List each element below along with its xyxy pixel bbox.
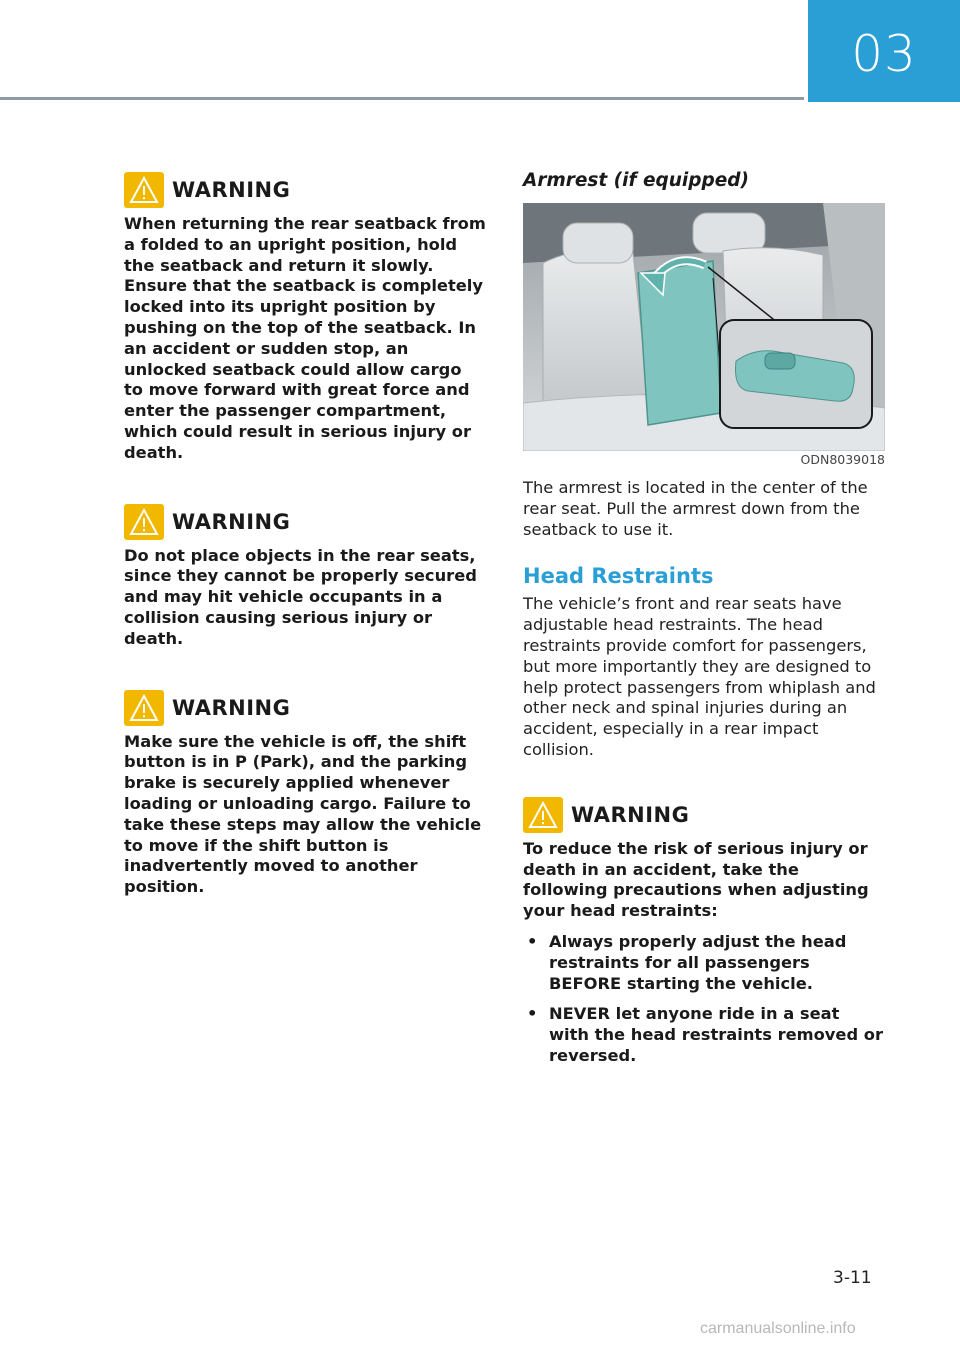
warning-header bbox=[124, 502, 486, 542]
armrest-figure bbox=[523, 203, 885, 451]
warning-triangle-icon bbox=[523, 797, 563, 833]
warning-header bbox=[124, 170, 486, 210]
head-restraints-description: The vehicle’s front and rear seats have adjustable head restraints. The head restraints provide comfort for passengers, but more importantly they are designed to help protect passengers from whiplash and other neck and spinal injuries during an accident, especially in a rear impact collision. bbox=[523, 594, 876, 759]
warning-block-4 bbox=[523, 795, 885, 1067]
figure-code: ODN8039018 bbox=[800, 452, 885, 467]
page-number: 3-11 bbox=[833, 1268, 872, 1288]
chapter-tab: 03 bbox=[808, 0, 960, 102]
warning-bullet-list bbox=[523, 932, 885, 1067]
rear-seat-illustration bbox=[523, 203, 885, 451]
bullet-text: NEVER let anyone ride in a seat with the head restraints removed or reversed. bbox=[549, 1004, 883, 1065]
warning-title: WARNING bbox=[172, 695, 291, 720]
armrest-description: The armrest is located in the center of the rear seat. Pull the armrest down from the seatback to use it. bbox=[523, 478, 868, 539]
warning-triangle-icon bbox=[124, 690, 164, 726]
warning-text: Do not place objects in the rear seats, since they cannot be properly secured and may hit vehicle occupants in a collision causing serious injury or death. bbox=[124, 545, 477, 648]
warning-text: Make sure the vehicle is off, the shift button is in P (Park), and the parking brake is securely applied whenever loading or unloading cargo. Failure to take these steps may allow the vehicle to move if the shift button is inadvertently moved to another position. bbox=[124, 731, 482, 897]
warning-title: WARNING bbox=[172, 509, 291, 534]
warning-text: To reduce the risk of serious injury or death in an accident, take the following precautions when adjusting your head restraints: bbox=[523, 838, 869, 921]
left-column bbox=[124, 170, 486, 898]
bullet-text: Always properly adjust the head restraints for all passengers BEFORE starting the vehicle. bbox=[549, 931, 847, 993]
head-restraints-title: Head Restraints bbox=[523, 564, 714, 589]
warning-triangle-icon bbox=[124, 504, 164, 540]
warning-header bbox=[523, 795, 885, 835]
list-item: • NEVER let anyone ride in a seat with the head restraints removed or reversed. bbox=[527, 1004, 883, 1065]
warning-block-2 bbox=[124, 502, 486, 650]
warning-block-1 bbox=[124, 170, 486, 464]
warning-title: WARNING bbox=[571, 802, 690, 827]
warning-triangle-icon bbox=[124, 172, 164, 208]
warning-text: When returning the rear seatback from a folded to an upright position, hold the seatback and return it slowly. Ensure that the seatback is completely locked into its upright position by pushing on the top of the seatback. In an accident or sudden stop, an unlocked seatback could allow cargo to move forward with great force and enter the passenger compartment, which could result in serious injury or death. bbox=[124, 214, 486, 462]
list-item: • Always properly adjust the head restraints for all passengers BEFORE starting the vehicle. bbox=[527, 931, 847, 993]
right-column bbox=[523, 170, 885, 1077]
warning-header bbox=[124, 688, 486, 728]
warning-title: WARNING bbox=[172, 178, 291, 202]
armrest-title: Armrest (if equipped) bbox=[523, 170, 750, 191]
warning-block-3 bbox=[124, 688, 486, 898]
header-rule bbox=[0, 97, 804, 100]
watermark-text: carmanualsonline.info bbox=[700, 1320, 856, 1337]
